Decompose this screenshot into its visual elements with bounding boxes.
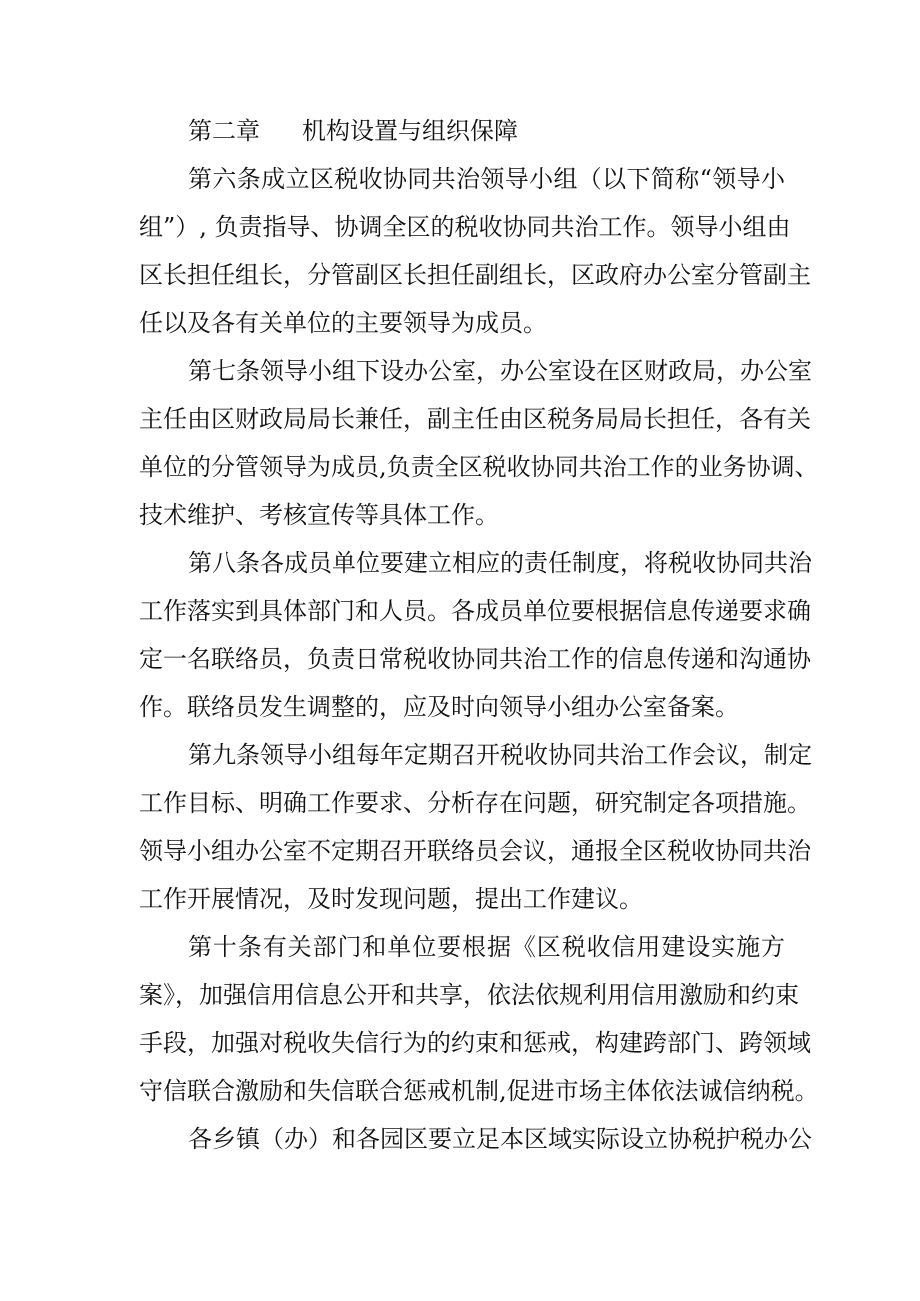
paragraph-6-line-2: 组”）, 负责指导、协调全区的税收协同共治工作。领导小组由	[139, 213, 791, 241]
paragraph-10-line-4: 守信联合激励和失信联合惩戒机制,促进市场主体依法诚信纳税。	[139, 1077, 819, 1105]
chapter-number: 第二章	[188, 117, 260, 145]
paragraph-8-line-1: 第八条各成员单位要建立相应的责任制度，将税收协同共治	[188, 549, 812, 577]
paragraph-7-line-2: 主任由区财政局局长兼任，副主任由区税务局局长担任，各有关	[139, 405, 811, 433]
paragraph-11-line-1: 各乡镇（办）和各园区要立足本区域实际设立协税护税办公	[188, 1125, 812, 1153]
paragraph-10-line-3: 手段，加强对税收失信行为的约束和惩戒，构建跨部门、跨领域	[139, 1029, 811, 1057]
paragraph-8-line-4: 作。联络员发生调整的，应及时向领导小组办公室备案。	[139, 693, 739, 721]
paragraph-8-line-3: 定一名联络员，负责日常税收协同共治工作的信息传递和沟通协	[139, 645, 811, 673]
paragraph-10-line-1: 第十条有关部门和单位要根据《区税收信用建设实施方	[188, 933, 785, 961]
paragraph-7-line-3: 单位的分管领导为成员,负责全区税收协同共治工作的业务协调、	[139, 453, 819, 481]
paragraph-9-line-4: 工作开展情况，及时发现问题，提出工作建议。	[139, 885, 643, 913]
chapter-heading	[188, 113, 518, 149]
paragraph-8-line-2: 工作落实到具体部门和人员。各成员单位要根据信息传递要求确	[139, 597, 811, 625]
paragraph-6-line-4: 任以及各有关单位的主要领导为成员。	[139, 309, 547, 337]
chapter-title: 机构设置与组织保障	[302, 117, 518, 145]
paragraph-9-line-3: 领导小组办公室不定期召开联络员会议，通报全区税收协同共治	[139, 837, 811, 865]
paragraph-9-line-2: 工作目标、明确工作要求、分析存在问题，研究制定各项措施。	[139, 789, 811, 817]
paragraph-7-line-1: 第七条领导小组下设办公室，办公室设在区财政局，办公室	[188, 357, 812, 385]
paragraph-9-line-1: 第九条领导小组每年定期召开税收协同共治工作会议，制定	[188, 741, 812, 769]
paragraph-7-line-4: 技术维护、考核宣传等具体工作。	[139, 501, 499, 529]
paragraph-10-line-2: 案》，加强信用信息公开和共享，依法依规利用信用激励和约束	[139, 981, 799, 1009]
paragraph-6-line-1: 第六条成立区税收协同共治领导小组（以下简称“领导小	[188, 165, 785, 193]
paragraph-6-line-3: 区长担任组长，分管副区长担任副组长，区政府办公室分管副主	[139, 261, 811, 289]
